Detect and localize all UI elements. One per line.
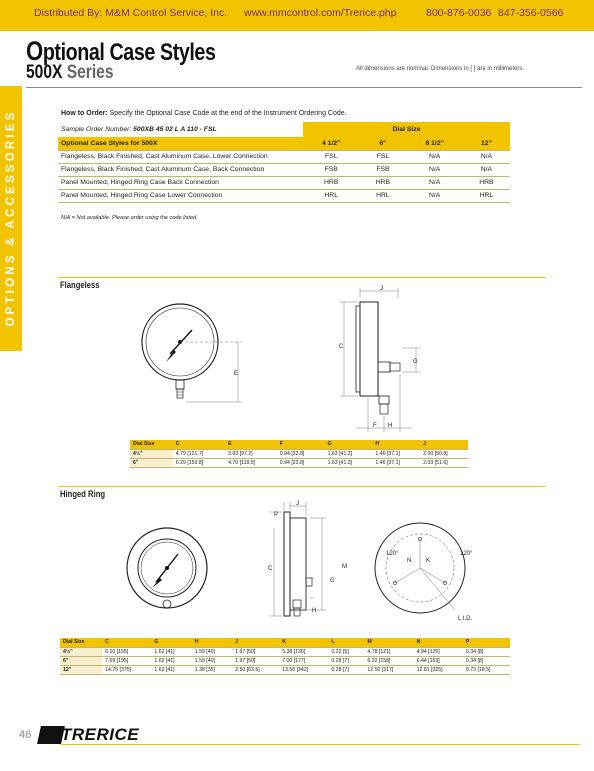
table-row: 4½" 6.10 [155] 1.62 [41] 1.59 [40] 1.97 [50] 5.38 [136] 0.22 [5] 4.78 [121] 4.94 [125] 0.34 [8] <box>60 647 510 656</box>
dim-label-c: C <box>339 344 344 350</box>
sample-order-cell <box>58 122 303 137</box>
how-to-text: Specify the Optional Case Code at the end of the Instrument Ordering Code. <box>107 110 347 117</box>
series-title: 500X Series <box>26 62 114 83</box>
table-row: Flangeless, Black Finished, Cast Aluminum Case, Lower Connection FSL FSL N/A N/A <box>58 150 510 163</box>
options-col-45: 4 1/2" <box>303 137 359 150</box>
dim-label-c: C <box>268 566 273 572</box>
dim-label-j: J <box>380 286 383 292</box>
dim-label-g: G <box>413 359 418 365</box>
flangeless-table-header: Dial Size C E F G H J <box>130 440 468 449</box>
hinged-dimensions-table <box>60 638 510 675</box>
page-number: 46 <box>19 729 32 741</box>
flangeless-heading: Flangeless <box>60 280 100 290</box>
side-tab <box>0 86 22 351</box>
dim-label-p: P <box>274 512 279 518</box>
brand-logo: TRERICE <box>61 725 140 744</box>
table-row: Panel Mounted, Hinged Ring Case Back Connection HRB HRB N/A HRB <box>58 176 510 189</box>
hinged-gauge-front <box>127 528 207 608</box>
dim-label-k: K <box>426 558 431 564</box>
dim-label-e: E <box>234 371 239 377</box>
options-col-12: 12" <box>463 137 510 150</box>
how-to-order <box>61 110 347 117</box>
header-rule <box>26 87 582 88</box>
dial-size-header: Dial Size <box>303 122 510 137</box>
table-row: Panel Mounted, Hinged Ring Case Lower Connection HRL HRL N/A HRL <box>58 189 510 202</box>
table-row: 6" 6.29 [159.8] 4.70 [119.5] 0.94 [23.8] 1.63 [41.3] 1.46 [37.1] 2.03 [51.6] <box>130 458 468 467</box>
top-bar <box>0 0 594 31</box>
hinged-heading: Hinged Ring <box>60 489 106 499</box>
page-title: Optional Case Styles <box>26 36 216 66</box>
angle-label-2: 120° <box>460 551 473 557</box>
flangeless-rule <box>58 277 546 278</box>
hinged-drawing <box>110 498 510 628</box>
options-col-6: 6" <box>359 137 406 150</box>
angle-label-1: 120° <box>386 551 399 557</box>
options-col-style: Optional Case Styles for 500X <box>58 137 303 150</box>
table-row: 6" 7.69 [195] 1.62 [41] 1.59 [40] 1.97 [50] 7.00 [177] 0.28 [7] 6.22 [158] 6.44 [163] 0.34 [8] <box>60 656 510 665</box>
dim-label-lid: L I.D. <box>458 616 473 622</box>
dim-label-j: J <box>296 501 299 507</box>
phone-1[interactable]: 800-876-0036 <box>426 7 492 19</box>
hinged-table-header: Dial Size C G H J K L M N P <box>60 638 510 647</box>
dim-label-g: G <box>330 578 335 584</box>
hinged-gauge-side <box>268 501 347 616</box>
side-tab-label: OPTIONS & ACCESSORIES <box>5 109 17 327</box>
distributor-text: Distributed By: M&M Control Service, Inc. <box>34 7 228 19</box>
flangeless-dimensions-table <box>130 440 468 468</box>
options-header-row <box>58 137 510 150</box>
flangeless-gauge-side <box>339 286 420 432</box>
table-row: Flangeless, Black Finished, Cast Aluminum Case, Back Connection FSB FSB N/A N/A <box>58 163 510 176</box>
hinged-rule <box>58 486 546 487</box>
options-col-85: 8 1/2" <box>406 137 462 150</box>
flangeless-gauge-front <box>142 304 242 402</box>
flangeless-drawing <box>130 282 470 432</box>
dim-label-f: F <box>373 423 377 429</box>
dim-label-h: H <box>312 608 317 614</box>
how-to-label: How to Order: <box>61 110 108 117</box>
footer-rule <box>60 744 580 745</box>
website-link[interactable]: www.mmcontrol.com/Trerice.php <box>244 7 397 19</box>
dim-label-h: H <box>388 423 393 429</box>
dimension-note: All dimensions are nominal. Dimensions in [ ] are in millimeters. <box>356 66 525 72</box>
table-row: 4½" 4.79 [121.7] 3.83 [97.2] 0.94 [23.8] 1.63 [41.3] 1.46 [37.1] 2.00 [50.8] <box>130 449 468 458</box>
dim-label-n: N <box>407 558 412 564</box>
options-table <box>58 122 510 203</box>
dim-label-m: M <box>342 564 347 570</box>
phone-2[interactable]: 847-356-0566 <box>498 7 564 19</box>
table-row: 12" 14.75 [375] 1.62 [41] 1.38 [35] 2.50 [63.5] 13.50 [342] 0.28 [7] 12.50 [317] 12.81 [325] 0.73 [18.5] <box>60 665 510 674</box>
sample-label: Sample Order Number: <box>61 126 134 133</box>
panel-cutout-drawing <box>375 523 473 622</box>
na-note: N/A = Not available. Please order using the code listed. <box>61 215 198 221</box>
sample-code: 500XB 45 02 L A 110 - FSL <box>133 126 217 133</box>
